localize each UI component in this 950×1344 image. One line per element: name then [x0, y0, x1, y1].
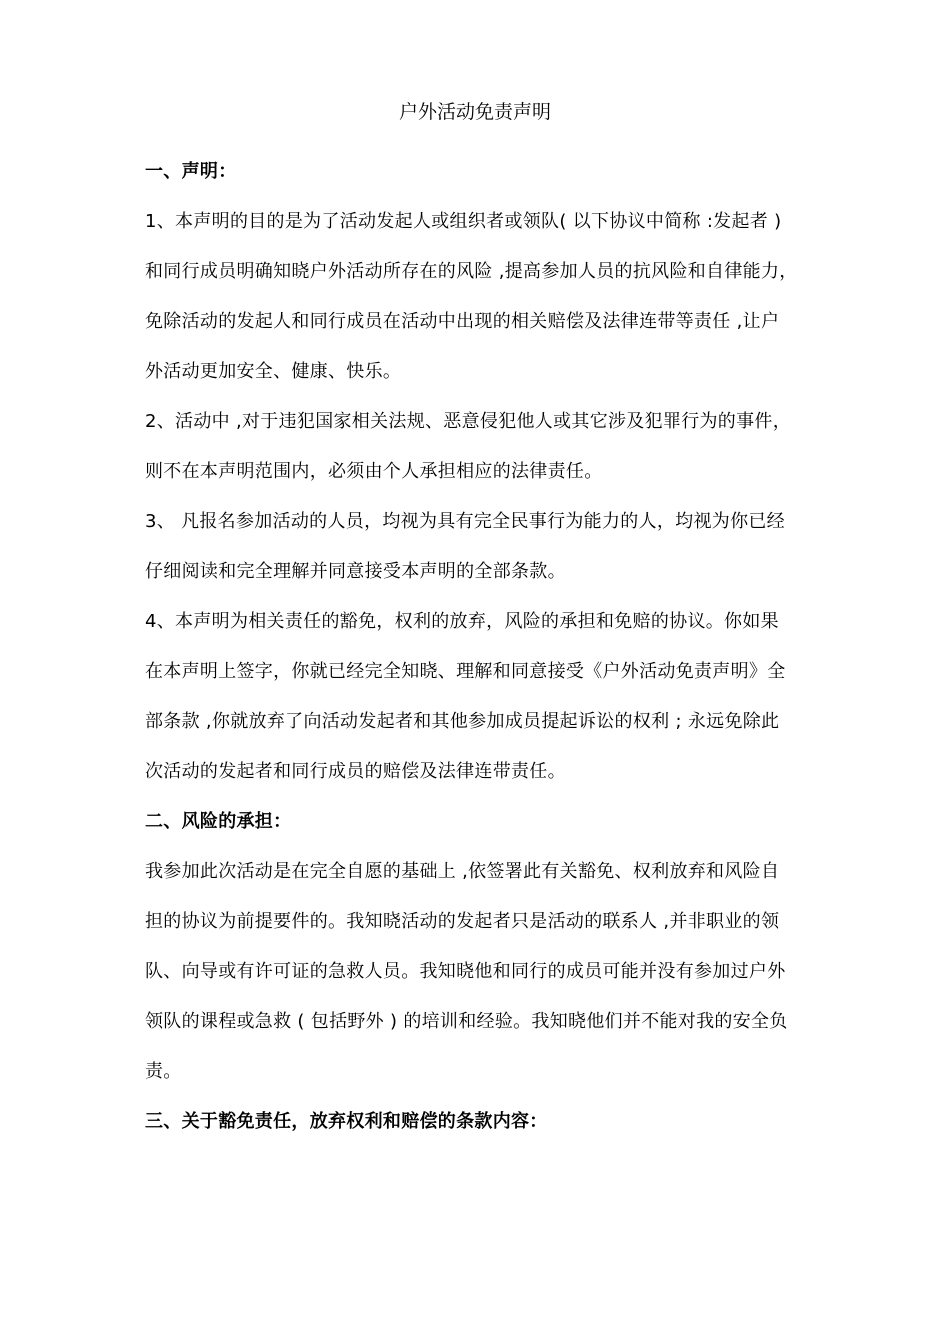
- paragraph-line: 部条款 ,你就放弃了向活动发起者和其他参加成员提起诉讼的权利 ; 永远免除此: [145, 711, 780, 732]
- paragraph-line: 仔细阅读和完全理解并同意接受本声明的全部条款。: [145, 561, 566, 582]
- paragraph-line: 1、本声明的目的是为了活动发起人或组织者或领队( 以下协议中简称 :发起者 ): [145, 211, 782, 232]
- paragraph-line: 则不在本声明范围内，必须由个人承担相应的法律责任。: [145, 461, 603, 482]
- paragraph-line: 在本声明上签字，你就已经完全知晓、理解和同意接受《户外活动免责声明》全: [145, 661, 786, 682]
- paragraph-line: 和同行成员明确知晓户外活动所存在的风险 ,提高参加人员的抗风险和自律能力，: [145, 261, 798, 282]
- paragraph-line: 2、活动中 ,对于违犯国家相关法规、恶意侵犯他人或其它涉及犯罪行为的事件，: [145, 411, 791, 432]
- paragraph-line: 我参加此次活动是在完全自愿的基础上 ,依签署此有关豁免、权利放弃和风险自: [145, 861, 780, 882]
- paragraph-line: 队、向导或有许可证的急救人员。我知晓他和同行的成员可能并没有参加过户外: [145, 961, 786, 982]
- document-body: [145, 158, 835, 1158]
- paragraph-line: 4、本声明为相关责任的豁免，权利的放弃，风险的承担和免赔的协议。你如果: [145, 611, 779, 632]
- paragraph-line: 免除活动的发起人和同行成员在活动中出现的相关赔偿及法律连带等责任 ,让户: [145, 311, 780, 332]
- paragraph-line: 外活动更加安全、健康、快乐。: [145, 361, 402, 382]
- paragraph-line: 领队的课程或急救 ( 包括野外 ) 的培训和经验。我知晓他们并不能对我的安全负: [145, 1011, 788, 1032]
- section-heading: 二、风险的承担：: [145, 811, 292, 832]
- paragraph-line: 次活动的发起者和同行成员的赔偿及法律连带责任。: [145, 761, 566, 782]
- section-heading: 一、声明：: [145, 161, 237, 182]
- paragraph-line: 责。: [145, 1061, 182, 1082]
- paragraph-line: 担的协议为前提要件的。我知晓活动的发起者只是活动的联系人 ,并非职业的领: [145, 911, 780, 932]
- document-title: 户外活动免责声明: [398, 101, 551, 123]
- paragraph-line: 3、 凡报名参加活动的人员，均视为具有完全民事行为能力的人，均视为你已经: [145, 511, 785, 532]
- section-heading: 三、关于豁免责任，放弃权利和赔偿的条款内容：: [145, 1111, 548, 1132]
